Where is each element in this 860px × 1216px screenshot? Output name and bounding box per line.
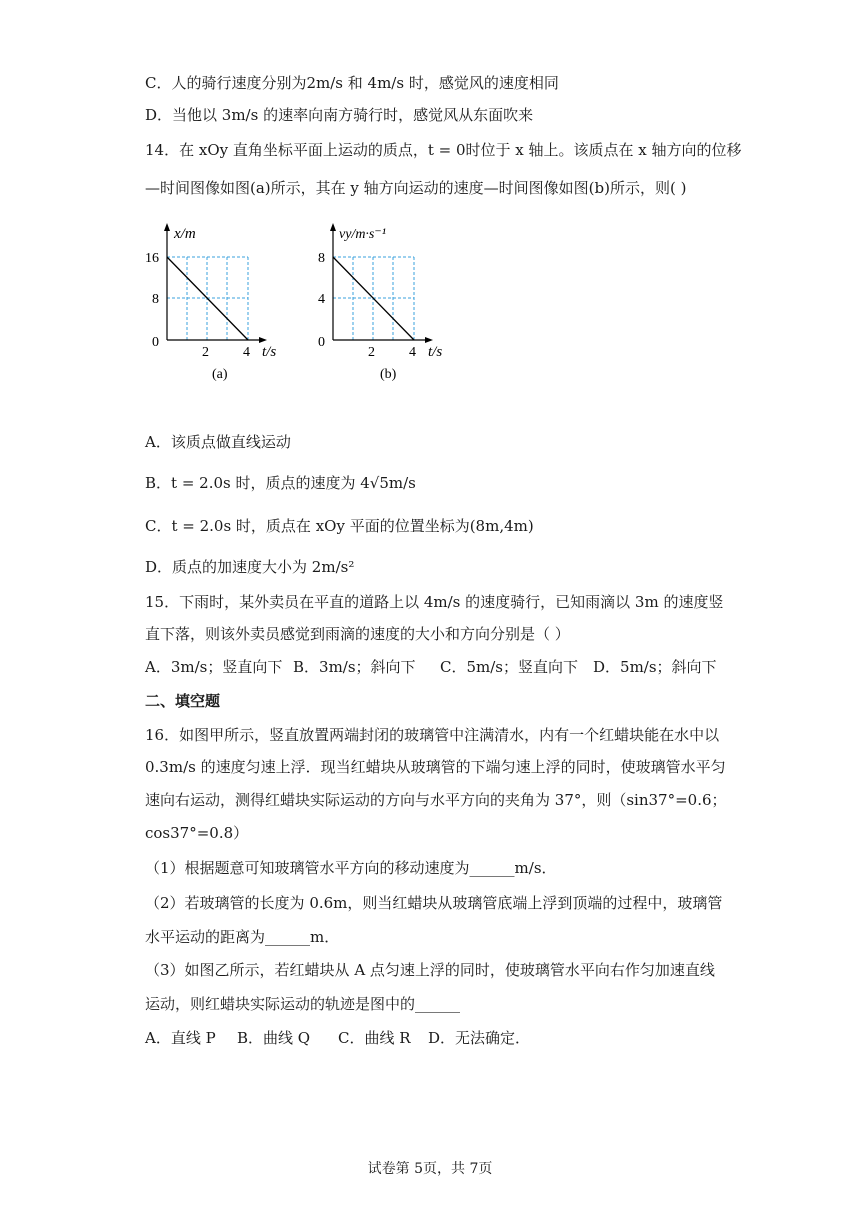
q15-option-b: B．3m/s；斜向下 — [293, 658, 416, 676]
q16-sub2-line2: 水平运动的距离为______m． — [145, 928, 340, 946]
figure-b-y-label: vy/m·s⁻¹ — [339, 227, 386, 242]
q14-stem-line1: 14．在 xOy 直角坐标平面上运动的质点，t = 0时位于 x 轴上。该质点在 x 轴方向的位移 — [145, 141, 742, 159]
q15-stem-line1: 15．下雨时，某外卖员在平直的道路上以 4m/s 的速度骑行，已知雨滴以 3m 的速度竖 — [145, 593, 724, 611]
q15-option-c: C．5m/s；竖直向下 — [440, 658, 578, 676]
q16-line3: 速向右运动，测得红蜡块实际运动的方向与水平方向的夹角为 37°，则（sin37°=0.6； — [145, 791, 727, 809]
figure-b-graph — [306, 218, 466, 386]
figure-a-x-label: t/s — [262, 344, 277, 360]
figure-a-y-label: x/m — [174, 226, 196, 242]
q15-option-d: D．5m/s；斜向下 — [593, 658, 717, 676]
q16-line2: 0.3m/s 的速度匀速上浮．现当红蜡块从玻璃管的下端匀速上浮的同时，使玻璃管水平匀 — [145, 758, 726, 776]
page-footer: 试卷第 5页，共 7页 — [367, 1161, 493, 1177]
figure-b-tick-x2: 2 — [368, 345, 375, 360]
figure-a-graph — [140, 218, 290, 386]
figure-b-tick-8: 8 — [318, 251, 325, 266]
q13-option-c: C．人的骑行速度分别为2m/s 和 4m/s 时，感觉风的速度相同 — [145, 74, 559, 92]
q16-option-a: A．直线 P — [145, 1029, 216, 1047]
figure-a-caption: (a) — [212, 367, 228, 382]
q16-line4: cos37°=0.8） — [145, 824, 249, 842]
q15-options — [145, 656, 715, 678]
figure-a-tick-x2: 2 — [202, 345, 209, 360]
figure-b — [306, 218, 466, 386]
figure-b-tick-0: 0 — [318, 335, 325, 350]
figure-b-caption: (b) — [380, 367, 397, 382]
q14-option-c: C．t = 2.0s 时，质点在 xOy 平面的位置坐标为(8m,4m) — [145, 517, 534, 535]
q14-option-d: D．质点的加速度大小为 2m/s² — [145, 558, 355, 576]
figure-a — [140, 218, 290, 386]
q15-stem-line2: 直下落，则该外卖员感觉到雨滴的速度的大小和方向分别是（ ） — [145, 625, 570, 643]
figure-a-tick-16: 16 — [145, 251, 159, 266]
q16-sub3-line1: （3）如图乙所示，若红蜡块从 A 点匀速上浮的同时，使玻璃管水平向右作匀加速直线 — [145, 961, 715, 979]
figure-b-tick-x4: 4 — [409, 345, 416, 360]
q16-options — [145, 1027, 565, 1049]
figure-a-tick-0: 0 — [152, 335, 159, 350]
figure-b-x-label: t/s — [428, 344, 443, 360]
q16-option-d: D．无法确定． — [428, 1029, 531, 1047]
q16-sub2-line1: （2）若玻璃管的长度为 0.6m，则当红蜡块从玻璃管底端上浮到顶端的过程中，玻璃管 — [145, 894, 723, 912]
q16-option-b: B．曲线 Q — [237, 1029, 311, 1047]
q13-option-d: D．当他以 3m/s 的速率向南方骑行时，感觉风从东面吹来 — [145, 106, 534, 124]
q16-option-c: C．曲线 R — [338, 1029, 411, 1047]
figure-b-tick-4: 4 — [318, 292, 325, 307]
q15-option-a: A．3m/s；竖直向下 — [145, 658, 283, 676]
figure-a-tick-8: 8 — [152, 292, 159, 307]
q14-stem-line2: —时间图像如图(a)所示，其在 y 轴方向运动的速度—时间图像如图(b)所示，则( ) — [145, 179, 687, 197]
figure-a-tick-x4: 4 — [243, 345, 250, 360]
section-title: 二、填空题 — [145, 692, 221, 710]
q16-sub1: （1）根据题意可知玻璃管水平方向的移动速度为______m/s． — [145, 859, 557, 877]
q16-sub3-line2: 运动，则红蜡块实际运动的轨迹是图中的______ — [145, 995, 461, 1013]
q14-option-a: A．该质点做直线运动 — [145, 433, 291, 451]
q16-line1: 16．如图甲所示，竖直放置两端封闭的玻璃管中注满清水，内有一个红蜡块能在水中以 — [145, 726, 720, 744]
q14-option-b: B．t = 2.0s 时，质点的速度为 4√5m/s — [145, 474, 416, 492]
